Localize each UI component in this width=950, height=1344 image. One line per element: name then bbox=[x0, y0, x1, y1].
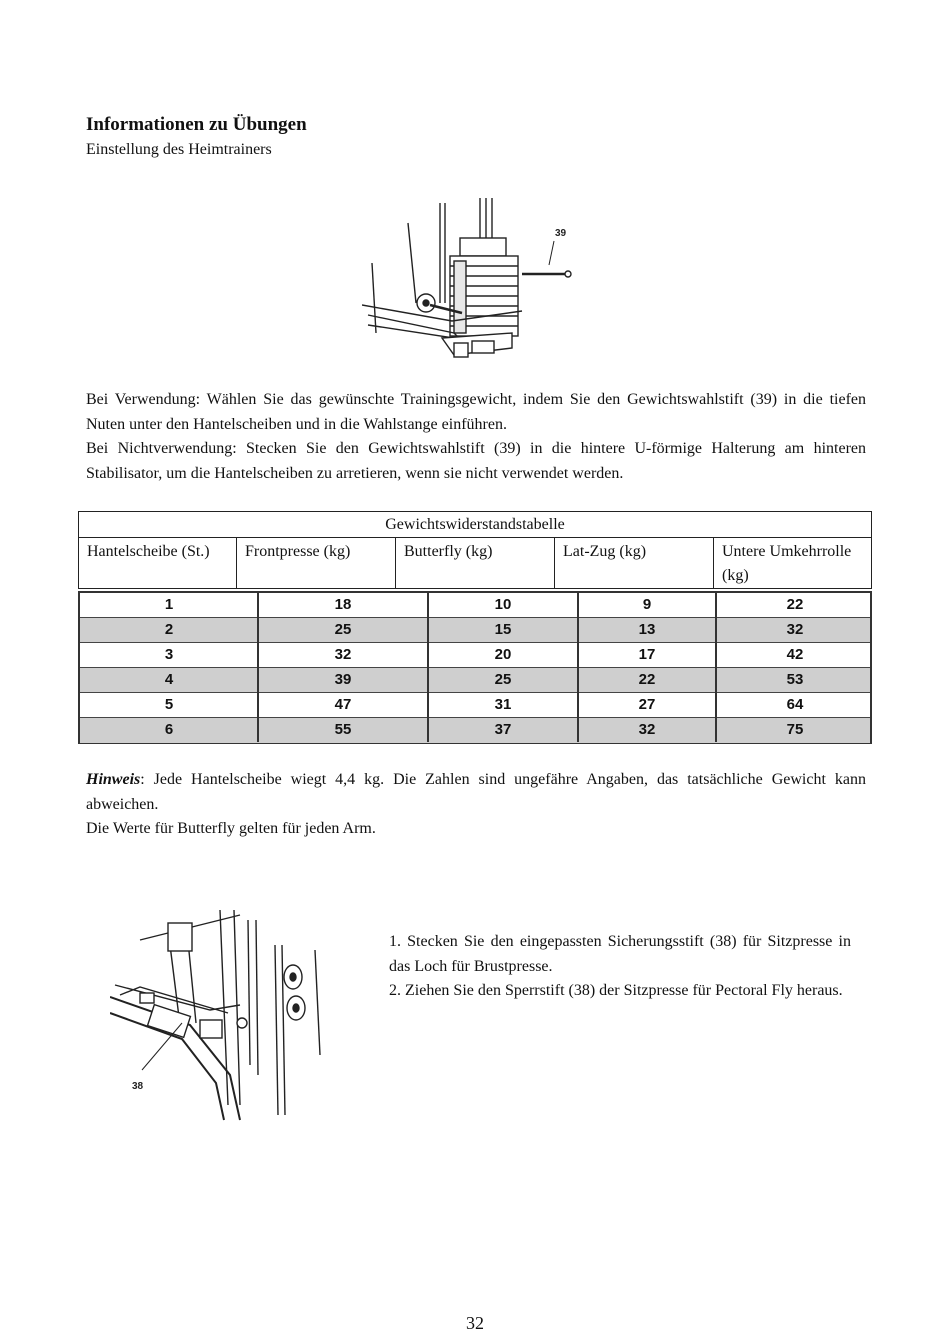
column-header: Untere Umkehrrolle (kg) bbox=[722, 543, 852, 584]
table-row bbox=[80, 668, 870, 693]
table-row bbox=[80, 693, 870, 718]
note-label: Hinweis bbox=[86, 771, 141, 788]
table-cell: 47 bbox=[334, 696, 352, 713]
page-number: 32 bbox=[466, 1313, 484, 1333]
table-cell: 22 bbox=[786, 596, 804, 613]
table-cell: 25 bbox=[494, 671, 512, 688]
step-2: 2. Ziehen Sie den Sperrstift (38) der Sitzpresse für Pectoral Fly heraus. bbox=[389, 982, 843, 999]
page-title: Informationen zu Übungen bbox=[86, 114, 307, 135]
table-row bbox=[80, 718, 870, 743]
page-subtitle: Einstellung des Heimtrainers bbox=[86, 141, 272, 158]
resistance-table-body bbox=[78, 591, 872, 744]
table-cell: 75 bbox=[786, 721, 804, 738]
table-cell: 20 bbox=[494, 646, 512, 663]
table-cell: 1 bbox=[164, 596, 174, 613]
table-cell: 27 bbox=[638, 696, 656, 713]
table-cell: 9 bbox=[642, 596, 652, 613]
table-cell: 37 bbox=[494, 721, 512, 738]
table-cell: 53 bbox=[786, 671, 804, 688]
table-row bbox=[80, 593, 870, 618]
table-cell: 42 bbox=[786, 646, 804, 663]
table-cell: 15 bbox=[494, 621, 512, 638]
table-cell: 17 bbox=[638, 646, 656, 663]
table-cell: 6 bbox=[164, 721, 174, 738]
column-header: Butterfly (kg) bbox=[396, 537, 555, 589]
note-text: : Jede Hantelscheibe wiegt 4,4 kg. Die Zahlen sind ungefähre Angaben, das tatsächliche Gewicht kann abweichen. bbox=[86, 771, 866, 813]
paragraph-nonuse: Bei Nichtverwendung: Stecken Sie den Gewichtswahlstift (39) in die hintere U-förmige Halterung am hinteren Stabilisator, um die Hantelscheiben zu arretieren, wenn sie nicht verwendet werden. bbox=[86, 440, 866, 482]
step-1: 1. Stecken Sie den eingepassten Sicherungsstift (38) für Sitzpresse in das Loch für Brustpresse. bbox=[389, 933, 851, 975]
table-row bbox=[80, 643, 870, 668]
table-cell: 2 bbox=[164, 621, 174, 638]
column-divider bbox=[577, 593, 579, 742]
table-cell: 4 bbox=[164, 671, 174, 688]
note-line2: Die Werte für Butterfly gelten für jeden Arm. bbox=[86, 820, 376, 837]
table-cell: 13 bbox=[638, 621, 656, 638]
table-cell: 32 bbox=[786, 621, 804, 638]
table-cell: 39 bbox=[334, 671, 352, 688]
table-row bbox=[80, 618, 870, 643]
seat-press-pin-illustration bbox=[110, 905, 336, 1125]
table-cell: 64 bbox=[786, 696, 804, 713]
table-cell: 55 bbox=[334, 721, 352, 738]
column-header: Lat-Zug (kg) bbox=[555, 537, 714, 589]
table-cell: 18 bbox=[334, 596, 352, 613]
instruction-steps bbox=[389, 930, 851, 1004]
table-cell: 31 bbox=[494, 696, 512, 713]
paragraph-usage: Bei Verwendung: Wählen Sie das gewünschte Trainingsgewicht, indem Sie den Gewichtswahlstift (39) in die tiefen Nuten unter den Hantelscheiben und in die Wahlstange einführen. bbox=[86, 391, 866, 433]
table-cell: 25 bbox=[334, 621, 352, 638]
resistance-table-header bbox=[78, 511, 872, 589]
table-cell: 32 bbox=[638, 721, 656, 738]
table-cell: 5 bbox=[164, 696, 174, 713]
table-header-row bbox=[79, 537, 871, 589]
column-divider bbox=[427, 593, 429, 742]
figure1-callout: 39 bbox=[555, 228, 567, 239]
note-block bbox=[86, 768, 866, 842]
table-cell: 22 bbox=[638, 671, 656, 688]
table-cell: 3 bbox=[164, 646, 174, 663]
column-header: Frontpresse (kg) bbox=[237, 537, 396, 589]
table-title: Gewichtswiderstandstabelle bbox=[79, 512, 871, 538]
table-cell: 32 bbox=[334, 646, 352, 663]
table-cell: 10 bbox=[494, 596, 512, 613]
column-divider bbox=[257, 593, 259, 742]
column-divider bbox=[715, 593, 717, 742]
weight-stack-illustration bbox=[362, 193, 580, 373]
column-header: Hantelscheibe (St.) bbox=[79, 537, 237, 589]
figure2-callout: 38 bbox=[132, 1081, 144, 1092]
